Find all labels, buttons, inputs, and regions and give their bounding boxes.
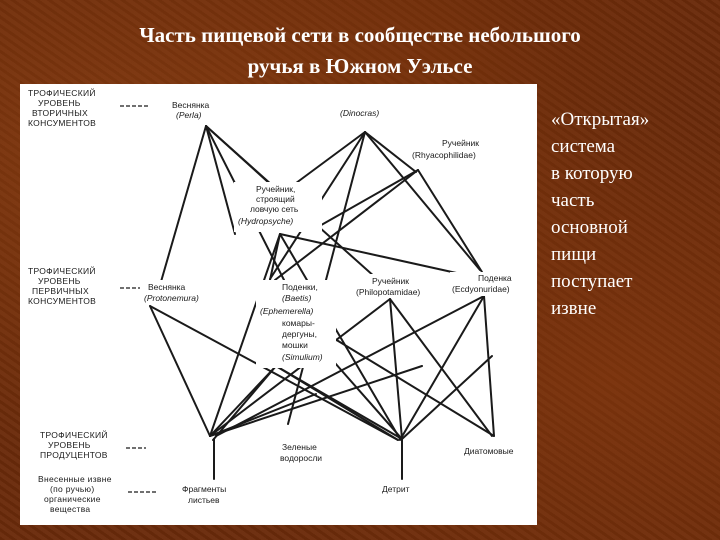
link-perla-protonemura — [156, 126, 206, 299]
node-rhyacophilidae: Ручейник (Rhyacophilidae) — [412, 138, 479, 160]
level-primary-label: ТРОФИЧЕСКИЙ УРОВЕНЬ ПЕРВИЧНЫХ КОНСУМЕНТОВ — [28, 266, 97, 306]
node-philopotamidae: Ручейник (Philopotamidae) — [356, 276, 421, 297]
level-secondary-label: ТРОФИЧЕСКИЙ УРОВЕНЬ ВТОРИЧНЫХ КОНСУМЕНТОВ — [28, 88, 97, 128]
link-ecdy-diatoms — [484, 296, 494, 436]
side-note — [551, 106, 711, 322]
side-line-4: часть — [551, 190, 595, 211]
node-ecdyonuridae: Поденка (Ecdyonuridae) — [452, 273, 512, 294]
food-web-svg — [20, 84, 537, 525]
title-line-1: Часть пищевой сети в сообществе небольшого — [139, 23, 581, 47]
level-producers-label: ТРОФИЧЕСКИЙ УРОВЕНЬ ПРОДУЦЕНТОВ — [40, 430, 108, 460]
node-dinocras: (Dinocras) — [340, 108, 380, 118]
food-web-diagram — [20, 84, 537, 525]
side-line-2: система — [551, 136, 616, 157]
node-leaves: Фрагменты листьев — [182, 484, 227, 505]
link-dinocras-rhyacophilidae — [365, 132, 416, 172]
side-line-7: поступает — [551, 271, 633, 292]
node-protonemura: Веснянка (Protonemura) — [144, 282, 199, 303]
side-line-5: основной — [551, 217, 628, 238]
side-line-1: «Открытая» — [551, 109, 650, 130]
link-rhyac-ecdyonuridae — [418, 170, 482, 272]
node-perla: Веснянка (Perla) — [172, 100, 210, 120]
side-line-3: в которую — [551, 163, 633, 184]
link-rhyac-hydropsyche — [316, 170, 418, 228]
link-philo-detritus — [390, 299, 402, 439]
link-dinocras-hydropsyche — [288, 132, 365, 189]
link-perla-hydropsyche2 — [206, 126, 235, 234]
slide-title — [0, 20, 720, 82]
level-external-label: Внесенные извне (по ручью) органические вещества — [38, 474, 112, 514]
node-baetis: Поденки, (Baetis) (Ephemerella) комары- дергуны, мошки (Simulium) — [260, 282, 323, 362]
node-detritus: Детрит — [382, 484, 410, 494]
title-line-2: ручья в Южном Уэльсе — [247, 54, 473, 78]
node-algae: Зеленые водоросли — [280, 442, 323, 463]
node-diatoms: Диатомовые — [464, 446, 514, 456]
side-line-8: извне — [551, 298, 597, 319]
node-hydropsyche: Ручейник, строящий ловчую сеть (Hydropsyche) — [238, 184, 299, 226]
link-proto-algae — [150, 306, 210, 436]
side-line-6: пищи — [551, 244, 597, 265]
